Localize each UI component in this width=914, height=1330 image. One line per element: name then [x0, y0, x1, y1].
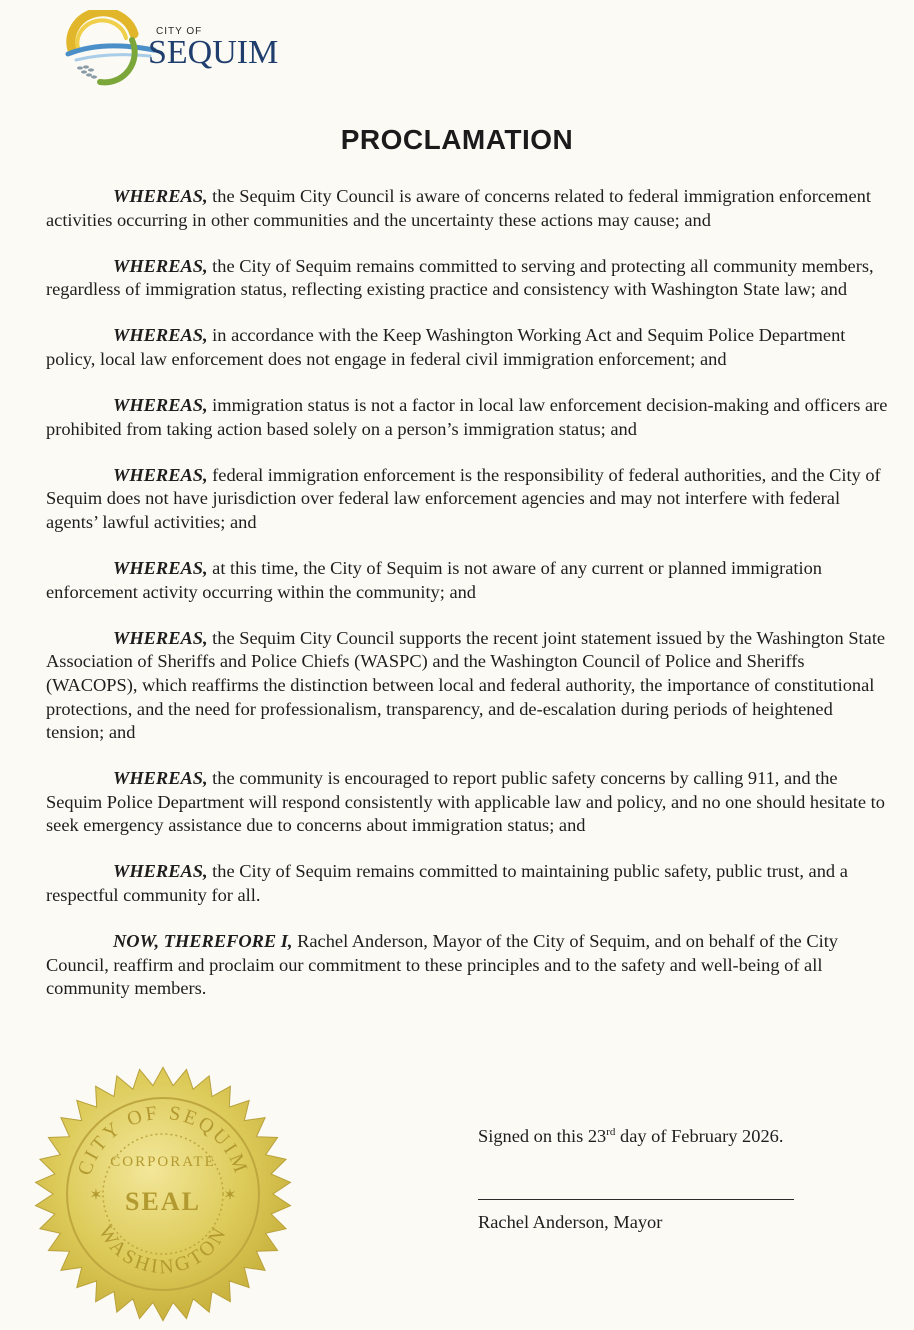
paragraph-lead: WHEREAS,	[113, 395, 208, 416]
seal-mid-text: CORPORATE	[110, 1154, 216, 1170]
signed-suffix: day of February 2026.	[615, 1126, 784, 1147]
paragraph	[46, 464, 894, 535]
paragraph-lead: WHEREAS,	[113, 861, 208, 882]
paragraph-lead: WHEREAS,	[113, 558, 208, 579]
city-logo	[62, 10, 322, 88]
paragraph	[46, 767, 894, 838]
paragraph-text: federal immigration enforcement is the responsibility of federal authorities, and the City of Sequim does not have jurisdiction over federal law enforcement agencies and may not interfere with federal agents’ lawful activities; and	[46, 464, 881, 532]
logo-city-of: CITY OF	[156, 26, 203, 37]
signed-prefix: Signed on this 23	[478, 1126, 607, 1147]
paragraph-text: at this time, the City of Sequim is not aware of any current or planned immigration enforcement activity occurring within the community; and	[46, 558, 822, 602]
paragraph-text: immigration status is not a factor in local law enforcement decision-making and officers are prohibited from taking action based solely on a person’s immigration status; and	[46, 395, 888, 439]
paragraph-text: the Sequim City Council supports the recent joint statement issued by the Washington State Association of Sheriffs and Police Chiefs (WASPC) and the Washington Council of Police and Sheriffs (WACOPS), which reaffirms the distinction between local and federal authority, the importance of constitutional protections, and the need for professionalism, transparency, and de-escalation during periods of heightened tension; and	[46, 627, 886, 743]
paragraph-lead: WHEREAS,	[113, 255, 208, 276]
seal-star-left-icon: ✶	[89, 1187, 103, 1204]
paragraph-text: the community is encouraged to report public safety concerns by calling 911, and the Sequim Police Department will respond consistently with applicable law and policy, and no one should hesitate to seek emergency assistance due to concerns about immigration status; and	[46, 768, 885, 836]
sequim-sun-icon	[62, 10, 162, 88]
paragraph	[46, 255, 894, 302]
gold-seal-icon	[24, 1064, 302, 1324]
paragraph-lead: WHEREAS,	[113, 768, 208, 789]
paragraph	[46, 185, 894, 232]
paragraph	[46, 394, 894, 441]
paragraph-lead: WHEREAS,	[113, 325, 208, 346]
paragraph	[46, 627, 894, 745]
paragraph	[46, 860, 894, 907]
seal-top-text: CITY OF SEQUIM	[73, 1101, 253, 1179]
seal-center-text: SEAL	[125, 1187, 201, 1216]
paragraph	[46, 557, 894, 604]
seal-star-right-icon: ✶	[223, 1187, 237, 1204]
seal-bottom-text: WASHINGTON	[94, 1221, 232, 1279]
paragraph-lead: NOW, THEREFORE I,	[113, 931, 293, 952]
paragraph-text: the City of Sequim remains committed to maintaining public safety, public trust, and a respectful community for all.	[46, 861, 848, 906]
signed-date	[478, 1126, 783, 1147]
paragraph-text: in accordance with the Keep Washington Working Act and Sequim Police Department policy, local law enforcement does not engage in federal civil immigration enforcement; and	[46, 325, 846, 369]
logo-sequim: SEQUIM	[148, 34, 279, 71]
paragraph-text: the Sequim City Council is aware of concerns related to federal immigration enforcement activities occurring in other communities and the uncertainty these actions may cause; and	[46, 186, 871, 230]
proclamation-body	[46, 185, 894, 1023]
paragraph	[46, 324, 894, 371]
paragraph-lead: WHEREAS,	[113, 464, 208, 485]
signatory-name: Rachel Anderson, Mayor	[478, 1212, 663, 1232]
paragraph-text: Rachel Anderson, Mayor of the City of Sequim, and on behalf of the City Council, reaffirm and proclaim our commitment to these principles and to the safety and well-being of all community members.	[46, 931, 839, 999]
corporate-seal	[24, 1064, 302, 1324]
page-title: PROCLAMATION	[340, 124, 574, 155]
paragraph	[46, 930, 894, 1001]
signed-ordinal: rd	[606, 1126, 616, 1138]
paragraph-lead: WHEREAS,	[113, 627, 208, 648]
paragraph-lead: WHEREAS,	[113, 186, 208, 206]
signature-line	[478, 1199, 794, 1200]
paragraph-text: the City of Sequim remains committed to serving and protecting all community members, regardless of immigration status, reflecting existing practice and consistency with Washington State law; and	[46, 255, 874, 300]
